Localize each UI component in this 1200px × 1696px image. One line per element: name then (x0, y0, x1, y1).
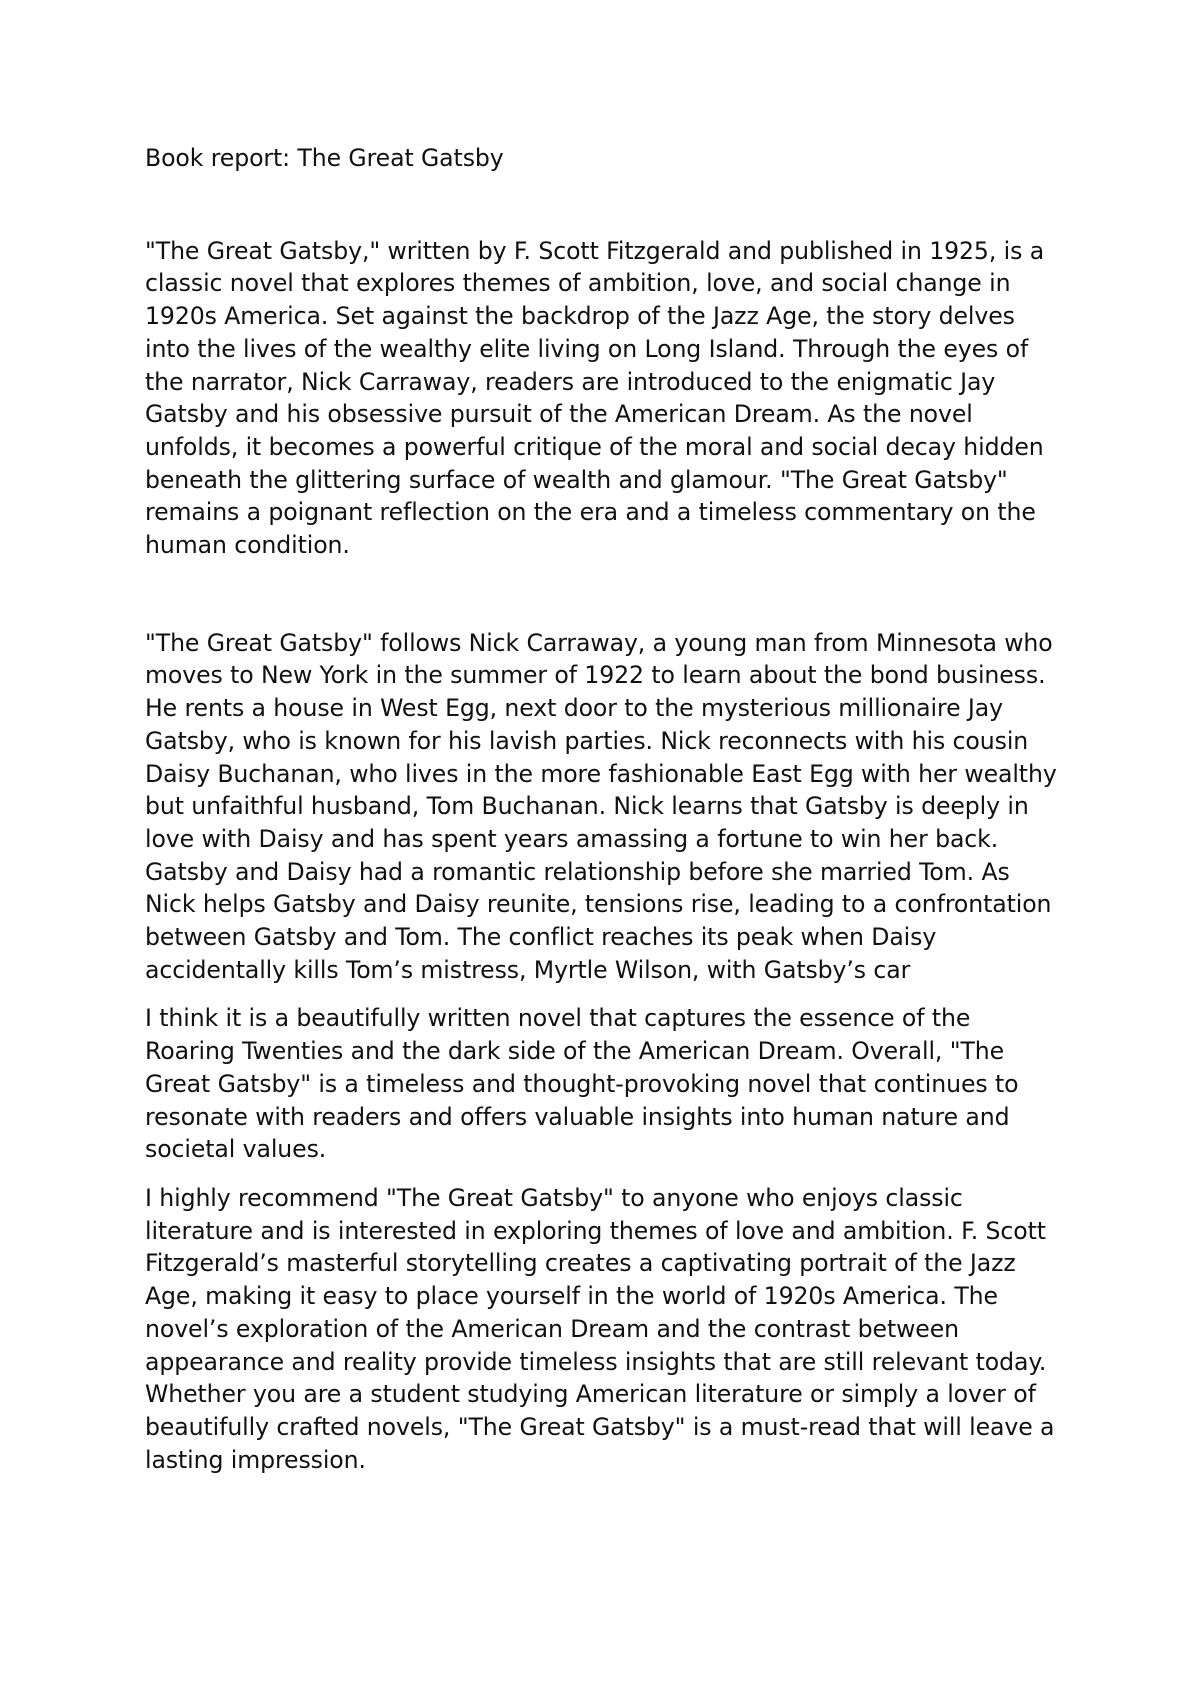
paragraph-introduction: "The Great Gatsby," written by F. Scott Fitzgerald and published in 1925, is a classic novel that explores themes of ambition, love, and social change in 1920s America. Set against the backdrop of the Jazz Age, the story delves into the lives of the wealthy elite living on Long Island. Through the eyes of the narrator, Nick Carraway, readers are introduced to the enigmatic Jay Gatsby and his obsessive pursuit of the American Dream. As the novel unfolds, it becomes a powerful critique of the moral and social decay hidden beneath the glittering surface of wealth and glamour. "The Great Gatsby" remains a poignant reflection on the era and a timeless commentary on the human condition. (145, 236, 1045, 560)
document-body (145, 142, 1065, 1476)
paragraph-plot-summary: "The Great Gatsby" follows Nick Carraway, a young man from Minnesota who moves to New York in the summer of 1922 to learn about the bond business. He rents a house in West Egg, next door to the mysterious millionaire Jay Gatsby, who is known for his lavish parties. Nick reconnects with his cousin Daisy Buchanan, who lives in the more fashionable East Egg with her wealthy but unfaithful husband, Tom Buchanan. Nick learns that Gatsby is deeply in love with Daisy and has spent years amassing a fortune to win her back. Gatsby and Daisy had a romantic relationship before she married Tom. As Nick helps Gatsby and Daisy reunite, tensions rise, leading to a confrontation between Gatsby and Tom. The conflict reaches its peak when Daisy accidentally kills Tom’s mistress, Myrtle Wilson, with Gatsby’s car (145, 628, 1057, 984)
paragraph-recommendation: I highly recommend "The Great Gatsby" to anyone who enjoys classic literature and is interested in exploring themes of love and ambition. F. Scott Fitzgerald’s masterful storytelling creates a captivating portrait of the Jazz Age, making it easy to place yourself in the world of 1920s America. The novel’s exploration of the American Dream and the contrast between appearance and reality provide timeless insights that are still relevant today. Whether you are a student studying American literature or simply a lover of beautifully crafted novels, "The Great Gatsby" is a must-read that will leave a lasting impression. (145, 1183, 1055, 1474)
paragraph-opinion: I think it is a beautifully written novel that captures the essence of the Roaring Twenties and the dark side of the American Dream. Overall, "The Great Gatsby" is a timeless and thought-provoking novel that continues to resonate with readers and offers valuable insights into human nature and societal values. (145, 1004, 1019, 1164)
document-title: Book report: The Great Gatsby (145, 144, 504, 172)
